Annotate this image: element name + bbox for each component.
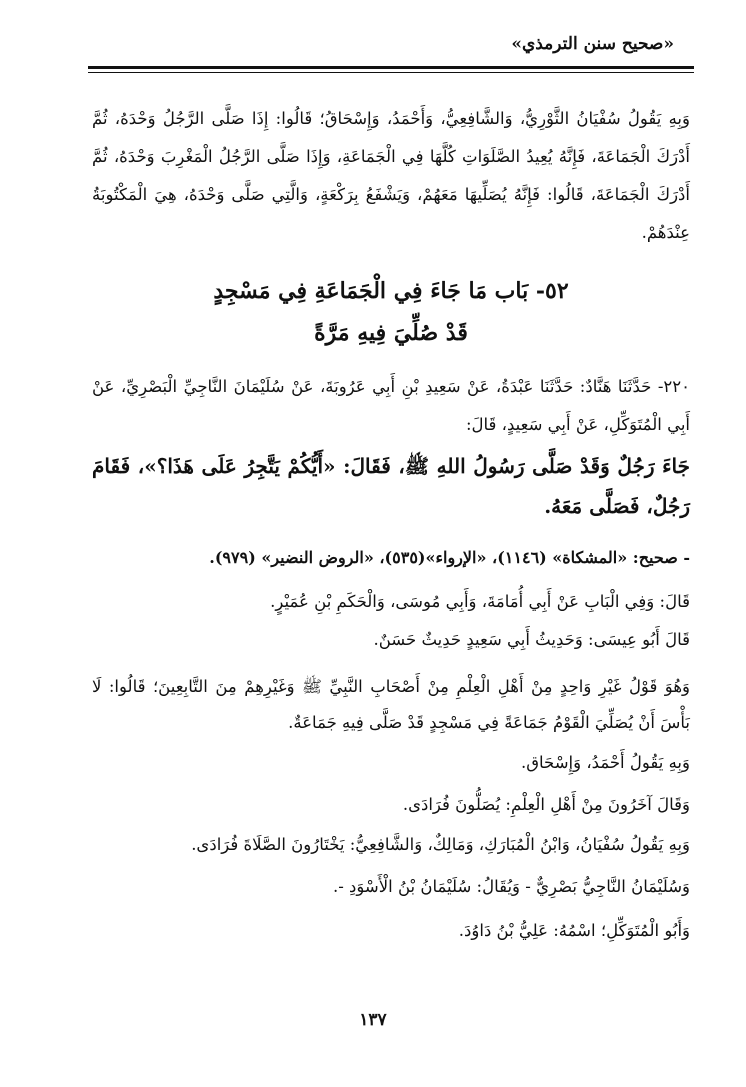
header-rule-thin (88, 72, 694, 73)
chapter-title-line-1: ٥٢- بَاب مَا جَاءَ فِي الْجَمَاعَةِ فِي مَسْجِدٍ (213, 278, 569, 304)
hadith-matn: جَاءَ رَجُلٌ وَقَدْ صَلَّى رَسُولُ اللهِ ﷺ، فَقَالَ: «أَيُّكُمْ يَتَّجِرُ عَلَى هَذَا؟»، فَقَامَ رَجُلٌ، فَصَلَّى مَعَهُ. (92, 454, 690, 518)
line-abu-mutawakkil: وَأَبُو الْمُتَوَكِّلِ؛ اسْمُهُ: عَلِيُّ بْنُ دَاوُدَ. (458, 921, 690, 940)
header-rule-thick (88, 66, 694, 69)
line-scholars-view: وَهُوَ قَوْلُ غَيْرِ وَاحِدٍ مِنْ أَهْلِ الْعِلْمِ مِنْ أَصْحَابِ النَّبِيِّ ﷺ وَغَيْرِهِمْ مِنَ التَّابِعِينَ؛ قَالُوا: لَا بَأْسَ أَنْ يُصَلِّيَ الْقَوْمُ جَمَاعَةً فِي مَسْجِدٍ قَدْ صَلَّى فِيهِ جَمَاعَةٌ. (92, 677, 690, 732)
line-abu-isa: قَالَ أَبُو عِيسَى: وَحَدِيثُ أَبِي سَعِيدٍ حَدِيثٌ حَسَنٌ. (373, 630, 690, 649)
line-sulayman: وَسُلَيْمَانُ النَّاجِيُّ بَصْرِيٌّ - وَيُقَالُ: سُلَيْمَانُ بْنُ الْأَسْوَدِ -. (332, 877, 690, 896)
hadith-isnad: ٢٢٠- حَدَّثَنَا هَنَّادٌ: حَدَّثَنَا عَبْدَةُ، عَنْ سَعِيدِ بْنِ أَبِي عَرُوبَةَ، عَنْ سُلَيْمَانَ النَّاجِيِّ الْبَصْرِيِّ، عَنْ أَبِي الْمُتَوَكِّلِ، عَنْ أَبِي سَعِيدٍ، قَالَ: (92, 377, 690, 434)
line-others: وَقَالَ آخَرُونَ مِنْ أَهْلِ الْعِلْمِ: يُصَلُّونَ فُرَادَى. (402, 795, 690, 814)
hadith-grading: - صحيح: «المشكاة» (١١٤٦)، «الإرواء»(٥٣٥)، «الروض النضير» (٩٧٩). (209, 548, 690, 567)
line-sufyan: وَبِهِ يَقُولُ سُفْيَانُ، وَابْنُ الْمُبَارَكِ، وَمَالِكٌ، وَالشَّافِعِيُّ: يَخْتَارُونَ الصَّلَاةَ فُرَادَى. (191, 835, 690, 854)
intro-paragraph: وَبِهِ يَقُولُ سُفْيَانُ الثَّوْرِيُّ، وَالشَّافِعِيُّ، وَأَحْمَدُ، وَإِسْحَاقُ؛ قَالُوا: إِذَا صَلَّى الرَّجُلُ وَحْدَهُ، ثُمَّ أَدْرَكَ الْجَمَاعَةَ، فَإِنَّهُ يُعِيدُ الصَّلَوَاتِ كُلَّهَا فِي الْجَمَاعَةِ، وَإِذَا صَلَّى الرَّجُلُ الْمَغْرِبَ وَحْدَهُ، ثُمَّ أَدْرَكَ الْجَمَاعَةَ، قَالُوا: فَإِنَّهُ يُصَلِّيهَا مَعَهُمْ، وَيَشْفَعُ بِرَكْعَةٍ، وَالَّتِي صَلَّى وَحْدَهُ، هِيَ الْمَكْتُوبَةُ عِنْدَهُمْ. (92, 109, 690, 242)
chapter-title-line-2: قَدْ صُلِّيَ فِيهِ مَرَّةً (314, 320, 468, 346)
chapter-title (92, 270, 690, 354)
line-ahmad: وَبِهِ يَقُولُ أَحْمَدُ، وَإِسْحَاق. (520, 753, 690, 772)
running-header-title: «صحيح سنن الترمذي» (511, 34, 674, 54)
line-bab: قَالَ: وَفِي الْبَابِ عَنْ أَبِي أُمَامَةَ، وَأَبِي مُوسَى، وَالْحَكَمِ بْنِ عُمَيْرٍ. (270, 592, 690, 611)
page-number: ١٣٧ (359, 1010, 387, 1030)
